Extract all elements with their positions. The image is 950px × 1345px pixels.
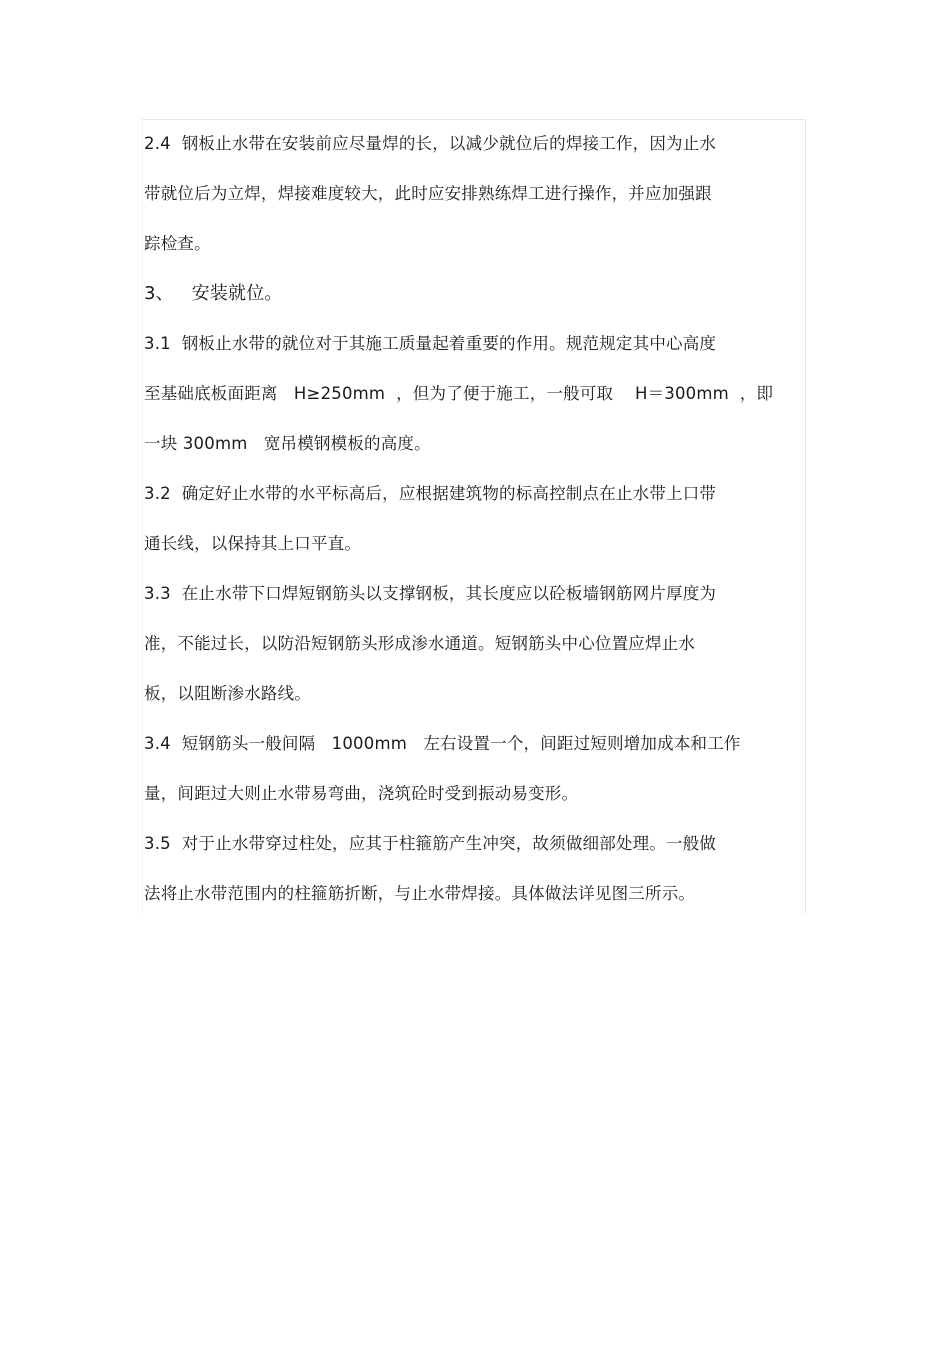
paragraph-3-3-line-1: 3.3 在止水带下口焊短钢筋头以支撑钢板，其长度应以砼板墙钢筋网片厚度为 (144, 584, 717, 603)
paragraph-3-4-line-1: 3.4 短钢筋头一般间隔 1000mm 左右设置一个，间距过短则增加成本和工作 (144, 734, 741, 753)
paragraph-3-2-line-2: 通长线，以保持其上口平直。 (144, 534, 362, 553)
paragraph-3-1-line-3: 一块 300mm 宽吊模钢模板的高度。 (144, 434, 431, 453)
section-3-heading: 3、 安装就位。 (144, 283, 283, 304)
paragraph-3-5-line-2: 法将止水带范围内的柱箍筋折断，与止水带焊接。具体做法详见图三所示。 (144, 884, 696, 903)
paragraph-2-4-line-2: 带就位后为立焊，焊接难度较大，此时应安排熟练焊工进行操作，并应加强跟 (144, 184, 712, 203)
paragraph-3-1-line-1: 3.1 钢板止水带的就位对于其施工质量起着重要的作用。规范规定其中心高度 (144, 334, 717, 353)
paragraph-3-3-line-2: 准，不能过长，以防沿短钢筋头形成渗水通道。短钢筋头中心位置应焊止水 (144, 634, 696, 653)
paragraph-2-4-line-3: 踪检查。 (144, 234, 211, 253)
paragraph-2-4-line-1: 2.4 钢板止水带在安装前应尽量焊的长，以减少就位后的焊接工作，因为止水 (144, 134, 717, 153)
paragraph-3-2-line-1: 3.2 确定好止水带的水平标高后，应根据建筑物的标高控制点在止水带上口带 (144, 484, 717, 503)
paragraph-3-5-line-1: 3.5 对于止水带穿过柱处，应其于柱箍筋产生冲突，故须做细部处理。一般做 (144, 834, 717, 853)
paragraph-3-4-line-2: 量，间距过大则止水带易弯曲，浇筑砼时受到振动易变形。 (144, 784, 579, 803)
paragraph-3-1-line-2: 至基础底板面距离 H≥250mm ，但为了便于施工，一般可取 H＝300mm ，即 (144, 384, 774, 403)
paragraph-3-3-line-3: 板，以阻断渗水路线。 (144, 684, 311, 703)
